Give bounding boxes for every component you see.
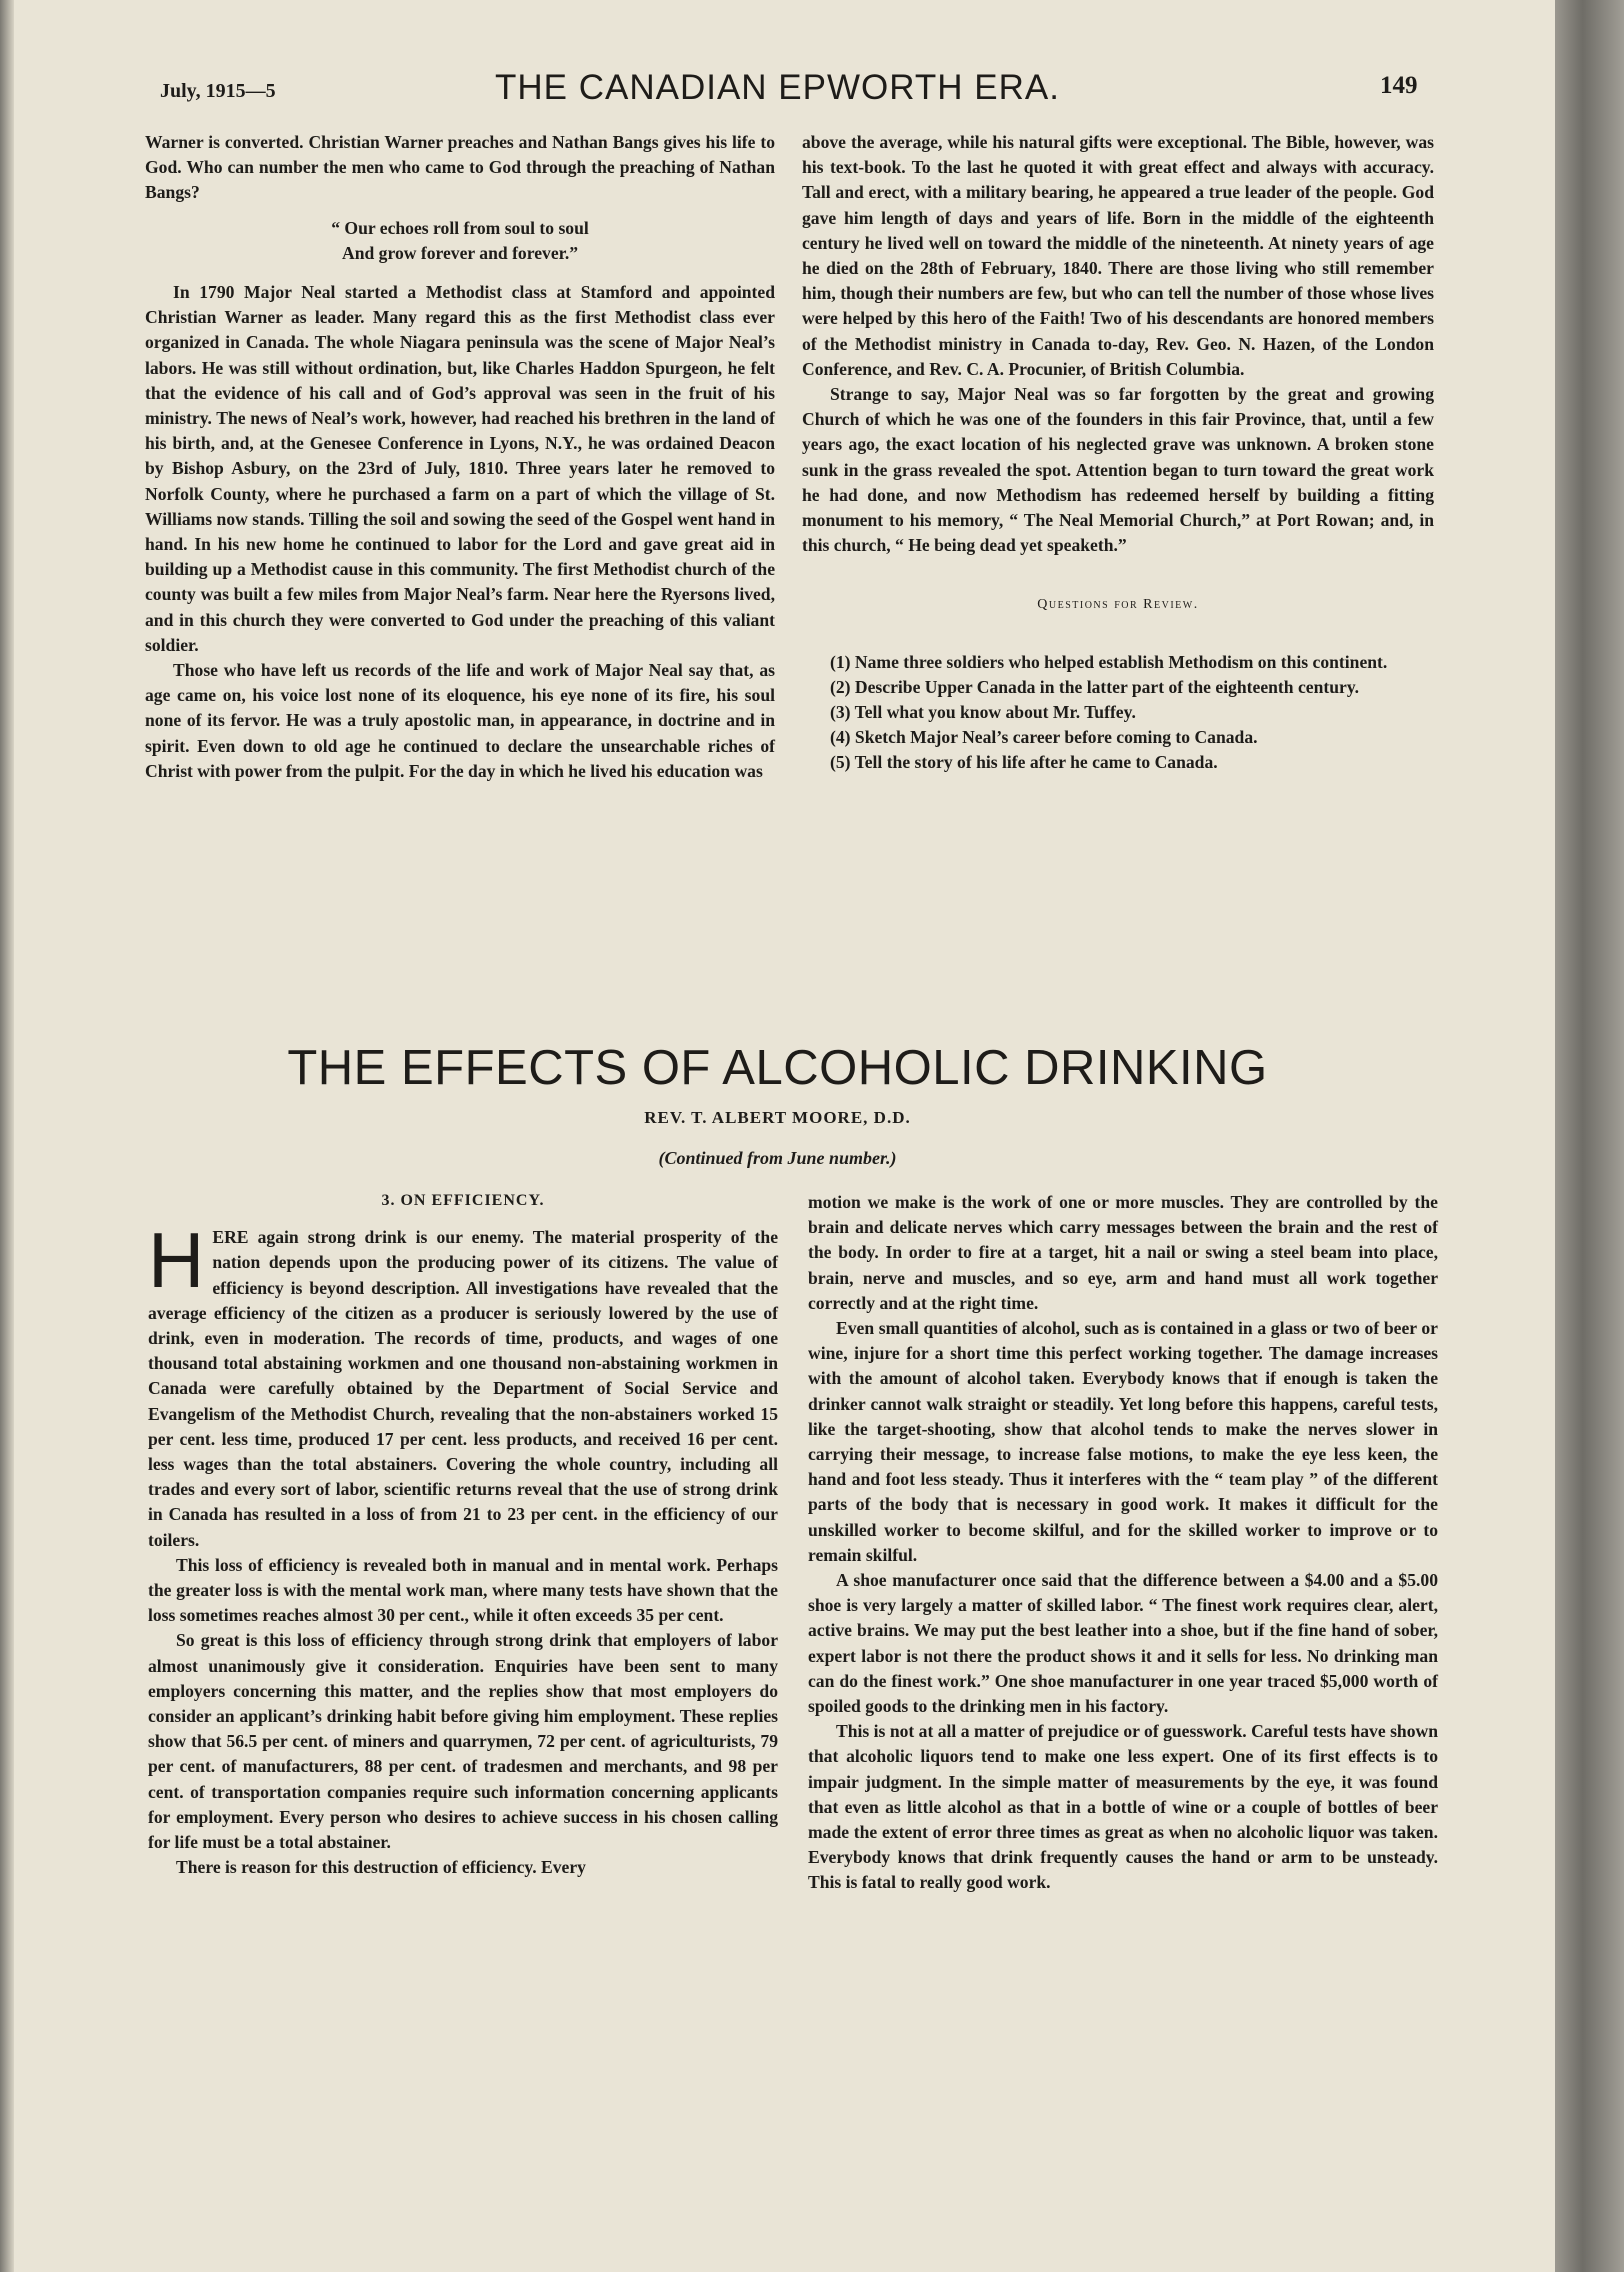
questions-list bbox=[802, 650, 1434, 776]
drop-cap: H bbox=[148, 1216, 205, 1305]
question-item: (4) Sketch Major Neal’s career before coming to Canada. bbox=[830, 727, 1258, 748]
book-edge-shadow bbox=[1555, 0, 1624, 2272]
paragraph: Warner is converted. Christian Warner preaches and Nathan Bangs gives his life to God. Who can number the men who came to God through the preaching of Nathan Bangs? bbox=[145, 132, 775, 203]
article-right-column bbox=[808, 1190, 1438, 1896]
magazine-title: THE CANADIAN EPWORTH ERA. bbox=[495, 68, 1060, 107]
paragraph: above the average, while his natural gifts were exceptional. The Bible, however, was his text-book. To the last he quoted it with great effect and always with accuracy. Tall and erect, with a military bearing, he appeared a true leader of the people. God gave him length of days and years of life. Born in the middle of the eighteenth century he lived well on toward the middle of the nineteenth. At ninety years of age he died on the 28th of February, 1840. There are those living who still remember him, though their numbers are few, but who can tell the number of those whose lives were helped by this hero of the Faith! Two of his descendants are honored members of the Methodist ministry in Canada to-day, Rev. Geo. N. Hazen, of the London Conference, and Rev. C. A. Procunier, of British Columbia. bbox=[802, 132, 1434, 379]
top-left-column bbox=[145, 130, 775, 784]
question-item: (2) Describe Upper Canada in the latter part of the eighteenth century. bbox=[830, 676, 1360, 697]
page-binding-shadow bbox=[0, 0, 14, 2272]
article-left-column bbox=[148, 1190, 778, 1880]
paragraph: In 1790 Major Neal started a Methodist class at Stamford and appointed Christian Warner as leader. Many regard this as the first Methodist class ever organized in Canada. The whole Niagara peninsula was the scene of Major Neal’s labors. He was still without ordination, but, like Charles Haddon Spurgeon, he felt that the evidence of his call and of God’s approval was seen in the fruit of his ministry. The news of Neal’s work, however, had reached his brethren in the land of his birth, and, at the Genesee Conference in Lyons, N.Y., he was ordained Deacon by Bishop Asbury, on the 23rd of July, 1810. Three years later he removed to Norfolk County, where he purchased a farm on a part of which the village of St. Williams now stands. Tilling the soil and sowing the seed of the Gospel went hand in hand. In his new home he continued to labor for the Lord and gave great aid in building up a Methodist cause in this community. The first Methodist church of the county was built a few miles from Major Neal’s farm. Near here the Ryersons lived, and in this church they were converted to God under the preaching of this valiant soldier. bbox=[145, 282, 775, 655]
question-item: (5) Tell the story of his life after he came to Canada. bbox=[830, 752, 1218, 773]
continued-note: (Continued from June number.) bbox=[658, 1148, 897, 1168]
page-number: 149 bbox=[1380, 72, 1418, 99]
article-title: THE EFFECTS OF ALCOHOLIC DRINKING bbox=[287, 1041, 1268, 1095]
paragraph: motion we make is the work of one or more muscles. They are controlled by the brain and delicate nerves which carry messages between the brain and the rest of the body. In order to fire at a target, hit a nail or swing a steel beam into place, brain, nerve and muscles, and so eye, arm and hand must all work together correctly and at the right time. bbox=[808, 1192, 1438, 1313]
questions-heading: Questions for Review. bbox=[1037, 597, 1199, 613]
paragraph: Those who have left us records of the life and work of Major Neal say that, as age came on, his voice lost none of its eloquence, his eye none of its fire, his soul none of its fervor. He was a truly apostolic man, in appearance, in doctrine and in spirit. Even down to old age he continued to declare the unsearchable riches of Christ with power from the pulpit. For the day in which he lived his education was bbox=[145, 660, 775, 781]
poem-line: And grow forever and forever.” bbox=[341, 242, 579, 263]
question-item: (1) Name three soldiers who helped establish Methodism on this continent. bbox=[830, 651, 1388, 672]
article-author: REV. T. ALBERT MOORE, D.D. bbox=[644, 1108, 911, 1127]
paragraph: Even small quantities of alcohol, such as is contained in a glass or two of beer or wine, injure for a short time this perfect working together. The damage increases with the amount of alcohol taken. Everybody knows that if enough is taken the drinker cannot walk straight or steadily. Yet long before this happens, careful tests, like the target-shooting, show that alcohol tends to make the nerves slower in carrying their message, to increase false motions, to make the eye less keen, the hand and foot less steady. Thus it interferes with the “ team play ” of the different parts of the body that is necessary in good work. It makes it difficult for the unskilled worker to become skilful, and for the skilled worker to improve or to remain skilful. bbox=[808, 1318, 1438, 1565]
paragraph: A shoe manufacturer once said that the difference between a $4.00 and a $5.00 shoe is very largely a matter of skilled labor. “ The finest work requires clear, alert, active brains. We may put the best leather into a shoe, but if the fine hand of sober, expert labor is not there the product shows it and it sells for less. No drinking man can do the finest work.” One shoe manufacturer in one year traced $5,000 worth of spoiled goods to the drinking men in his factory. bbox=[808, 1570, 1438, 1717]
paragraph: This is not at all a matter of prejudice or of guesswork. Careful tests have shown that alcoholic liquors tend to make one less expert. One of its first effects is to impair judgment. In the simple matter of measurements by the eye, it was found that even as little alcohol as that in a bottle of wine or a couple of bottles of beer made the extent of error three times as great as when no alcoholic liquor was taken. Everybody knows that drink frequently causes the hand or arm to be unsteady. This is fatal to really good work. bbox=[808, 1721, 1438, 1893]
top-right-column bbox=[802, 130, 1434, 776]
paragraph: So great is this loss of efficiency through strong drink that employers of labor almost unanimously give it consideration. Enquiries have been sent to many employers concerning this matter, and the replies show that most employers do consider an applicant’s drinking habit before giving him employment. These replies show that 56.5 per cent. of miners and quarrymen, 72 per cent. of agriculturists, 79 per cent. of manufacturers, 88 per cent. of tradesmen and merchants, and 98 per cent. of transportation companies require such information concerning applicants for employment. Every person who desires to achieve success in his chosen calling for life must be a total abstainer. bbox=[148, 1630, 778, 1853]
paragraph: There is reason for this destruction of efficiency. Every bbox=[176, 1857, 586, 1878]
paragraph: This loss of efficiency is revealed both in manual and in mental work. Perhaps the greater loss is with the mental work man, where many tests have shown that the loss sometimes reaches almost 30 per cent., while it often exceeds 35 per cent. bbox=[148, 1554, 778, 1626]
section-heading: 3. ON EFFICIENCY. bbox=[381, 1192, 545, 1209]
question-item: (3) Tell what you know about Mr. Tuffey. bbox=[830, 702, 1136, 723]
paragraph: Strange to say, Major Neal was so far forgotten by the great and growing Church of which he was one of the founders in this fair Province, that, until a few years ago, the exact location of his neglected grave was unknown. A broken stone sunk in the grass revealed the spot. Attention began to turn toward the great work he had done, and now Methodism has redeemed herself by building a fitting monument to his memory, “ The Neal Memorial Church,” at Port Rowan; and, in this church, “ He being dead yet speaketh.” bbox=[802, 384, 1434, 556]
paragraph bbox=[148, 1216, 778, 1553]
paragraph-text: ERE again strong drink is our enemy. The material prosperity of the nation depends upon the producing power of its citizens. The value of efficiency is beyond description. All investigations have revealed that the average efficiency of the citizen as a producer is seriously lowered by the use of drink, even in moderation. The records of time, products, and wages of one thousand total abstaining workmen and one thousand non-abstaining workmen in Canada were carefully obtained by the Department of Social Service and Evangelism of the Methodist Church, revealing that the non-abstainers worked 15 per cent. less time, produced 17 per cent. less products, and received 16 per cent. less wages than the total abstainers. Covering the whole country, including all trades and every sort of labor, scientific returns reveal that the use of strong drink in Canada has resulted in a loss of from 21 to 23 per cent. in the efficiency of our toilers. bbox=[148, 1227, 778, 1550]
poem-line: “ Our echoes roll from soul to soul bbox=[331, 217, 589, 238]
poem-quote bbox=[145, 216, 775, 266]
issue-date: July, 1915—5 bbox=[160, 80, 276, 102]
